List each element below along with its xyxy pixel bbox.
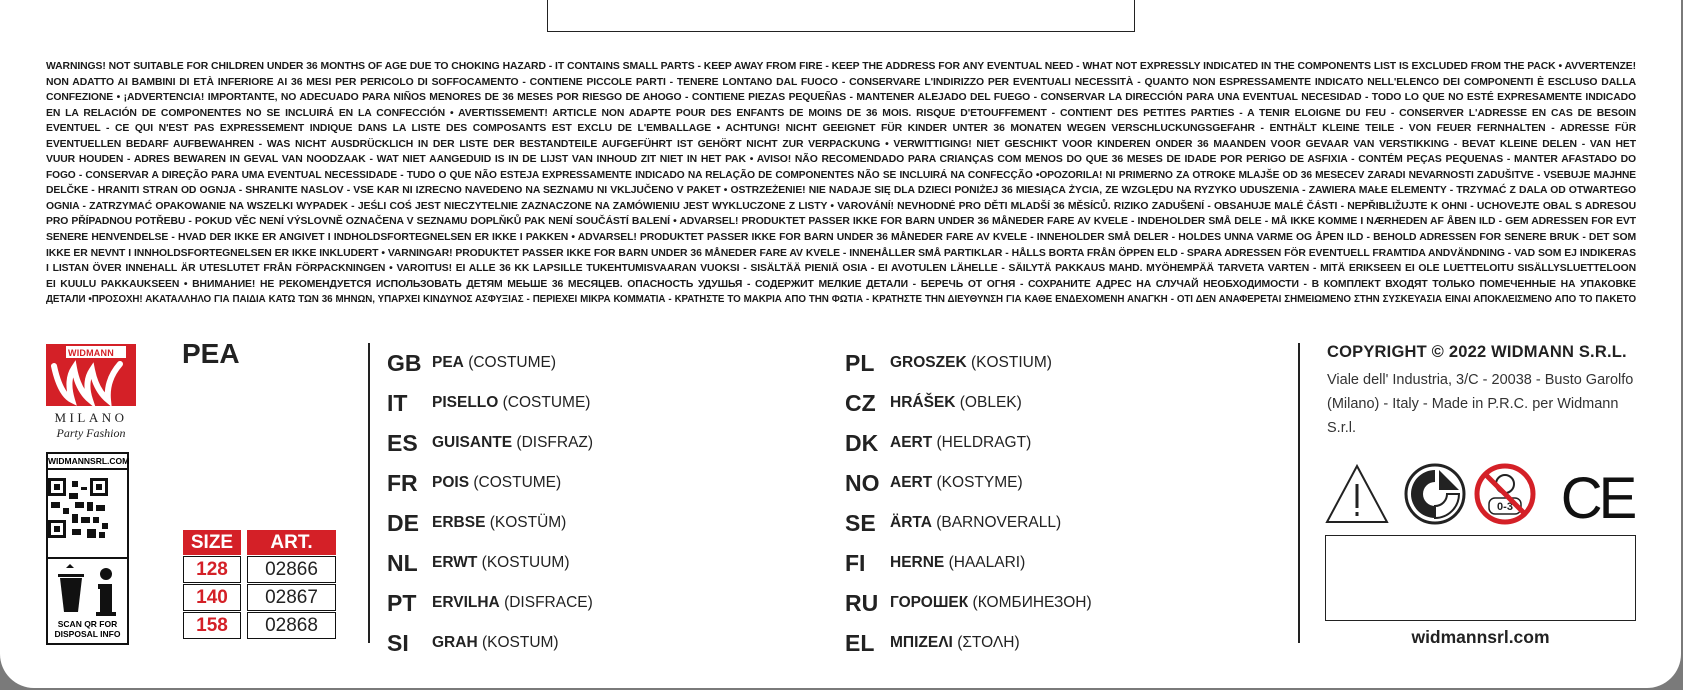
qr-url: WIDMANNSRL.COM	[48, 454, 127, 470]
language-product-name: ERWT	[432, 554, 478, 571]
warning-line: NON ADATTO AI BAMBINI DI ETÀ INFERIORE AI 36 MESI PER PERICOLO DI SOFFOCAMENTO - CONTIENE PICCOLE PARTI - TENERE LONTANO DAL FUOCO - CONSERVARE L'INDIRIZZO PER EVENTUALI NECESSITÀ - QUANTO NON ESPRESSAMENTE INDICATO NELL'ELENCO DEI COMPONENTI È ESCLUSO DALLA	[46, 76, 1636, 88]
language-note: (ΣΤΟΛΗ)	[957, 634, 1020, 651]
language-note: (HAALARI)	[948, 554, 1026, 571]
language-row	[845, 583, 1092, 623]
scan-line-1: SCAN QR FOR	[57, 619, 118, 629]
scan-instructions	[48, 619, 127, 639]
language-note: (COSTUME)	[502, 394, 591, 411]
warning-line: FOGO - CONSERVAR A DIREÇÃO PARA UMA EVENTUAL NECESSIDADE - TUDO O QUE NÃO ESTEJA EXPRESSAMENTE INDICADO NA RELAÇÃO DE COMPONENTES NÃO SE INCLUIRÁ NA CONFECÇÃO •OPOZORILA! NI PRIMERNO ZA OTROKE MLAJŠE OD 36 MESECEV ZARADI NEVARNOSTI ZADUŠITVE - VSEBUJE MAJHNE	[46, 169, 1636, 181]
language-code: NL	[387, 549, 418, 576]
language-row	[845, 503, 1092, 543]
language-product-name: HERNE	[890, 554, 945, 571]
warning-line: PRO PŘÍPADNOU POTŘEBU - POKUD VĚC NENÍ VÝSLOVNĚ OZNAČENA V SEZNAMU DOPLŇKŮ PAK NENÍ SOUČÁSTÍ BALENÍ • ADVARSEL! PRODUKTET PASSER IKKE FOR BARN UNDER 36 MÅNEDER FARE AV KVELE - INDEHOLDER SMÅ DELE - MÅ IKKE KOMME I NÆRHEDEN AF ÅBEN ILD - GEM ADRESSEN FOR EVT	[46, 216, 1636, 228]
size-table-header	[183, 530, 336, 555]
warning-line: VUUR HOUDEN - ADRES BEWAREN IN GEVAL VAN NOODZAAK - WAT NIET AANGEDUID IS IN DE LIJST VAN INHOUD ZIT NIET IN HET PAK • AVISO! NÃO RECOMENDADO PARA CRIANÇAS COM MENOS DO QUE 36 MESES DE IDADE POR PERIGO DE ASFIXIA - CONTÉM PEÇAS PEQUENAS - MANTER AFASTADO DO	[46, 154, 1636, 166]
safety-symbols	[1325, 462, 1637, 526]
scan-line-2: DISPOSAL INFO	[54, 629, 121, 639]
warning-line: OGNIA - ZATRZYMAĆ OPAKOWANIE NA WSZELKI WYPADEK - JEŚLI COŚ JEST NIECZYTELNIE ZAZNACZONE NA ZAMÓWIENIU JEST WYKLUCZONE Z LISTY • VAROVÁNÍ! NEVHODNÉ PRO DĚTI MLADŠÍ 36 MĚSÍCŮ. RIZIKO ZADUŠENÍ - OBSAHUJE MALÉ ČÁSTI - NEPŘIBLIŽUJTE K OHNI - UCHOVEJTE OBAL S ADRESOU	[46, 200, 1636, 212]
language-product-name: ÄRTA	[890, 514, 932, 531]
warning-line: CONFEZIONE • ¡ADVERTENCIA! IMPORTANTE, NO ADECUADO PARA NIÑOS MENORES DE 36 MESES POR RIESGO DE AHOGO - CONTIENE PIEZAS PEQUEÑAS - MANTENER ALEJADO DEL FUEGO - CONSERVAR LA DIRECCIÓN PARA UNA EVENTUAL NECESIDAD - TODO LO QUE NO ESTÉ EXPRESAMENTE INDICADO	[46, 92, 1636, 104]
logo-city: MILANO	[54, 410, 128, 425]
article-value: 02868	[247, 612, 336, 639]
language-product-name: HRÁŠEK	[890, 394, 956, 411]
language-row	[845, 623, 1092, 663]
language-code: PT	[387, 589, 417, 616]
warning-line: EN LA RELACIÓN DE COMPONENTES NO SE INCLUIRÁ EN LA CONFECCIÓN • AVERTISSEMENT! ARTICLE NON ADAPTE POUR DES ENFANTS DE MOINS DE 36 MOIS. RISQUE D'ETOUFFEMENT - CONTIENT DES PETITES PARTIES - A TENIR ELOIGNE DU FEU - CONSERVER L'ADRESSE EN CAS DE BESOIN	[46, 107, 1636, 119]
widmann-logo-mark	[46, 344, 136, 406]
language-code: RU	[845, 589, 879, 616]
language-product-name: GUISANTE	[432, 434, 513, 451]
language-product-name: GRAH	[432, 634, 478, 651]
language-product-name: ERVILHA	[432, 594, 500, 611]
size-article-table	[183, 530, 336, 639]
language-note: (KOSTUM)	[481, 634, 559, 651]
website-url[interactable]: widmannsrl.com	[1411, 627, 1550, 647]
qr-divider	[48, 557, 127, 559]
article-header: ART.	[247, 530, 336, 555]
warning-line: SENERE HENVENDELSE - HVAD DER IKKE ER ANGIVET I INDHOLDSFORTEGNELSEN ER IKKE I PAKKEN • ADVARSEL! PRODUKTET PASSER IKKE FOR BARN UNDER 36 MÅNEDER FARE AV KVELE - INNEHOLDER SMÅ DELER - HOLDES UNNA VARME OG ÅPEN ILD - BEHOLD ADRESSEN FOR SENERE BRUK - DET SOM	[46, 232, 1636, 244]
language-note: (KOSTUUM)	[481, 554, 570, 571]
language-code: PL	[845, 349, 875, 376]
address-line-1: Viale dell' Industria, 3/C - 20038 - Busto Garolfo	[1327, 372, 1634, 388]
language-code: IT	[387, 389, 408, 416]
language-note: (COSTUME)	[473, 474, 562, 491]
language-product-name: PISELLO	[432, 394, 499, 411]
warning-line: IKKE ER NEVNT I INNHOLDSFORTEGNELSEN ER IKKE INKLUDERT • VARNINGAR! PRODUKTET PASSER IKKE FOR BARN UNDER 36 MÅNEDER FARE AV KVELE - INNEHÅLLER SMÅ PARTIKLAR - HÅLLS BORTA FRÅN ÖPPEN ELD - SPARA ADRESSEN FÖR EVENTUELL FRAMTIDA ANDVÄNDNING - VAD SOM EJ INDIKERAS	[46, 247, 1636, 259]
language-note: (OBLEK)	[959, 394, 1022, 411]
language-code: DE	[387, 509, 419, 536]
language-product-name: ГОРОШЕК	[890, 594, 969, 611]
warnings-text-block	[46, 59, 1636, 308]
warning-line: I LISTAN ÖVER INNEHALL ÄR UTESLUTET FRÅN FÖRPACKNINGEN • VAROITUS! EI ALLE 36 KK LAPSILLE TUKEHTUMISVAARAN VUOKSI - SISÄLTÄÄ PIENIÄ OSIA - EI AVOTULEN LÄHELLE - SÄILYTÄ PAKKAUS MAHD. MYÖHEMPÄÄ TARVETA VARTEN - MITÄ ERIKSEEN EI OLE LUETTELOITU SISÄLLYSLUETTELOON	[46, 263, 1636, 275]
article-value: 02867	[247, 584, 336, 611]
language-code: SI	[387, 629, 409, 656]
product-name: PEA	[182, 338, 240, 369]
language-code: CZ	[845, 389, 876, 416]
language-row	[845, 543, 1092, 583]
ce-mark-icon	[1561, 466, 1636, 526]
language-product-name: ΜΠΙΖΕΛΙ	[890, 634, 953, 651]
language-row	[387, 543, 593, 583]
qr-code-icon[interactable]	[48, 478, 108, 538]
not-for-under-3-icon	[1477, 466, 1533, 522]
warning-line: EI KUULU PAKKAUKSEEN • ВНИМАНИЕ! НЕ РЕКОМЕНДУЕТСЯ ИСПОЛЬЗОВАТЬ ДЕТЯМ МЕЬШЕ 36 МЕСЯЦЕВ. ОПАСНОСТЬ УДУШЬЯ - СОДЕРЖИТ МЕЛКИЕ ДЕТАЛИ - БЕРЕЧЬ ОТ ОГНЯ - СОХРАНИТЕ АДРЕС НА СЛУЧАЙ НЕОБХОДИМОСТИ - В КОМПЛЕКТ ВХОДЯТ ТОЛЬКО ПОМЕЧЕННЫЕ НА УПАКОВКЕ	[46, 278, 1636, 290]
language-row	[845, 383, 1092, 423]
language-note: (HELDRAGT)	[936, 434, 1032, 451]
warning-triangle-icon	[1327, 466, 1387, 522]
divider-right	[1298, 343, 1300, 643]
copyright-title: COPYRIGHT © 2022 WIDMANN S.R.L.	[1327, 343, 1627, 361]
disposal-info-icon	[56, 564, 122, 618]
language-note: (COSTUME)	[468, 354, 557, 371]
language-product-name: AERT	[890, 434, 933, 451]
ce-mark-text: CE	[1560, 466, 1634, 526]
warning-line: DELČKE - HRANITI STRAN OD OGNJA - SHRANITE NASLOV - VSE KAR NI IZRECNO NAVEDENO NA SEZNAMU NI VKLJUČENO V PAKET • OSTRZEŻENIE! NIE NADAJE SIĘ DLA DZIECI PONIŻEJ 36 MIESIĄCA ŻYCIA, ZE WZGLĘDU NA RYZYKO UDUSZENIA - ZAWIERA MAŁE ELEMENTY - TRZYMAĆ Z DALA OD OTWARTEGO	[46, 185, 1636, 197]
language-note: (KOSTYME)	[936, 474, 1023, 491]
language-product-name: PEA	[432, 354, 464, 371]
divider-left	[368, 343, 370, 643]
language-code: FR	[387, 469, 418, 496]
logo-tagline: Party Fashion	[56, 426, 126, 440]
language-product-name: GROSZEK	[890, 354, 967, 371]
blank-sticker-box	[1325, 535, 1636, 621]
language-list-right	[845, 343, 1092, 663]
warning-line: WARNINGS! NOT SUITABLE FOR CHILDREN UNDER 36 MONTHS OF AGE DUE TO CHOKING HAZARD - IT CONTAINS SMALL PARTS - KEEP AWAY FROM FIRE - KEEP THE ADDRESS FOR ANY EVENTUAL NEED - WHAT NOT EXPRESSLY INDICATED IN THE COMPONENTS LIST IS EXCLUDED FROM THE PACK • AVVERTENZE!	[46, 61, 1636, 72]
language-row	[845, 423, 1092, 463]
language-code: NO	[845, 469, 880, 496]
language-note: (DISFRAZ)	[516, 434, 594, 451]
size-value: 128	[183, 556, 241, 583]
size-value: 140	[183, 584, 241, 611]
language-code: SE	[845, 509, 876, 536]
language-row	[387, 423, 593, 463]
widmann-logo	[46, 344, 136, 441]
language-row	[387, 383, 593, 423]
warning-line: ДЕТАЛИ •ΠΡΟΣΟΧΗ! ΑΚΑΤΑΛΛΗΛΟ ΓΙΑ ΠΑΙΔΙΑ ΚΑΤΩ ΤΩΝ 36 ΜΗΝΩΝ, ΥΠΑΡΧΕΙ ΚΙΝΔΥΝΟΣ ΑΣΦΥΞΙΑΣ - ΠΕΡΙΕΧΕΙ ΜΙΚΡΑ ΚΟΜΜΑΤΙΑ - ΚΡΑΤΗΣΤΕ ΤΟ ΜΑΚΡΙΑ ΑΠΟ ΤΗΝ ΦΩΤΙΑ - ΚΡΑΤΗΣΤΕ ΤΗΝ ΔΙΕΥΘΥΝΣΗ ΓΙΑ ΚΑΘΕ ΕΝΔΕΧΟΜΕΝΗ ΑΝΑΓΚΗ - ΟΤΙ ΔΕΝ ΑΝΑΦΕΡΕΤΑΙ ΣΗΜΕΙΩΜΕΝΟ ΣΤΗΝ ΣΥΣΚΕΥΑΣΙΑ ΕΙΝΑΙ ΑΠΟΚΛΕΙΣΜΕΝΟ ΑΠΟ ΤΟ ΠΑΚΕΤΟ	[46, 294, 1636, 306]
qr-disposal-box	[46, 452, 129, 645]
language-row	[387, 623, 593, 663]
language-code: EL	[845, 629, 875, 656]
language-row	[387, 583, 593, 623]
language-note: (KOSTÜM)	[489, 514, 567, 531]
warning-line: EVENTUELLEN BEDARF AUFBEWAHREN - WAS NICHT AUSDRÜCKLICH IN DER LISTE DER BESTANDTEILE AUFGEFÜHRT IST GEHÖRT NICHT ZUR VERPACKUNG • VERWITTIGING! NIET GESCHIKT VOOR KINDEREN ONDER 36 MAANDEN VOOR GEVAAR VAN VERSTIKKING - BEVAT KLEINE DELEN - VAN HET	[46, 138, 1636, 150]
warning-line: EVENTUEL - CE QUI N'EST PAS EXPRESSEMENT INDIQUE DANS LA LISTE DES COMPOSANTS EST EXCLU DE L'EMBALLAGE • ACHTUNG! NICHT GEEIGNET FÜR KINDER UNTER 36 MONATEN WEGEN VERSCHLUCKUNGSGEFAHR - ENTHÄLT KLEINE TEILE - VON FEUER FERNHALTEN - ADRESSE FÜR	[46, 123, 1636, 135]
top-window-box	[547, 0, 1135, 32]
logo-brand-name: WIDMANN	[68, 348, 114, 358]
size-row	[183, 612, 336, 639]
language-code: FI	[845, 549, 866, 576]
language-product-name: AERT	[890, 474, 933, 491]
language-row	[845, 463, 1092, 503]
size-header: SIZE	[183, 530, 241, 555]
size-row	[183, 556, 336, 583]
copyright-block	[1327, 343, 1637, 440]
green-dot-recycling-icon	[1406, 465, 1464, 523]
language-note: (КОМБИНЕЗОН)	[972, 594, 1092, 611]
language-code: GB	[387, 349, 422, 376]
language-row	[387, 503, 593, 543]
size-row	[183, 584, 336, 611]
address-line-2: (Milano) - Italy - Made in P.R.C. per Widmann S.r.l.	[1327, 396, 1619, 436]
copyright-address	[1327, 368, 1637, 440]
language-row	[387, 343, 593, 383]
language-product-name: POIS	[432, 474, 470, 491]
language-note: (BARNOVERALL)	[936, 514, 1062, 531]
size-value: 158	[183, 612, 241, 639]
language-list-left	[387, 343, 593, 663]
language-row	[387, 463, 593, 503]
age-label: 0-3	[1497, 501, 1513, 513]
language-row	[845, 343, 1092, 383]
language-code: DK	[845, 429, 879, 456]
language-product-name: ERBSE	[432, 514, 486, 531]
article-value: 02866	[247, 556, 336, 583]
language-note: (DISFRACE)	[504, 594, 593, 611]
language-note: (KOSTIUM)	[970, 354, 1052, 371]
language-code: ES	[387, 429, 418, 456]
